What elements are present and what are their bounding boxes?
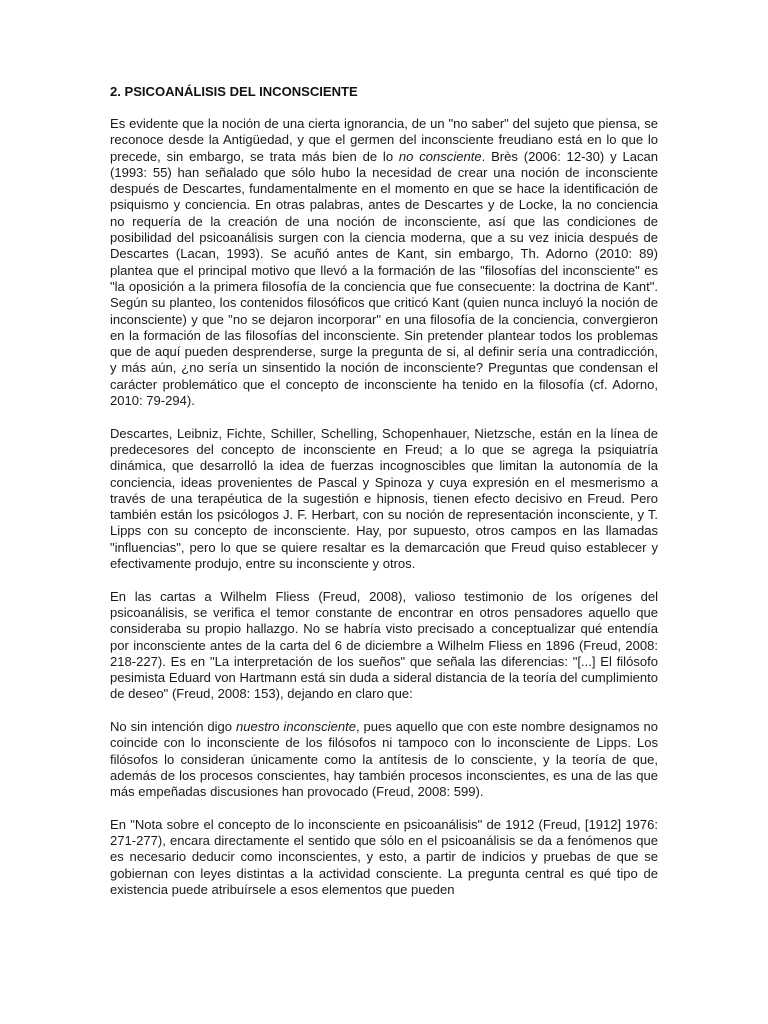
section-heading: 2. PSICOANÁLISIS DEL INCONSCIENTE <box>110 84 358 99</box>
paragraph-2: Descartes, Leibniz, Fichte, Schiller, Schelling, Schopenhauer, Nietzsche, están en la línea de predecesores del concepto de inconsciente en Freud; a lo que se agrega la psiquiatría dinámica, que desarrolló la idea de fuerzas incognoscibles que limitan la autonomía de la conciencia, ideas provenientes de Pascal y Spinoza y cuya expresión en el mesmerismo a través de una terapéutica de la sugestión e hipnosis, tienen efecto decisivo en Freud. Pero también están los psicólogos J. F. Herbart, con su noción de representación inconsciente, y T. Lipps con su concepto de inconsciente. Hay, por supuesto, otros campos en las llamadas "influencias", pero lo que se quiere resaltar es la demarcación que Freud quiso establecer y efectivamente produjo, entre su inconsciente y otros. <box>110 425 658 572</box>
block-quote <box>110 719 658 800</box>
quote-italic: nuestro inconsciente <box>235 718 356 734</box>
paragraph-1 <box>110 116 658 409</box>
paragraph-1-italic: no consciente <box>398 148 482 164</box>
paragraph-1-text-c: . Brès (2006: 12-30) y Lacan (1993: 55) han señalado que sólo hubo la necesidad de crear una noción de inconsciente después de Descartes, fundamentalmente en el momento en que se hace la identificación de psiquismo y conciencia. En otras palabras, antes de Descartes y de Locke, la no conciencia no requería de la creación de una noción de inconsciente, así que las condiciones de posibilidad del psicoanálisis surgen con la ciencia moderna, que a su vez inicia después de Descartes (Lacan, 1993). Se acuñó antes de Kant, sin embargo, Th. Adorno (2010: 89) plantea que el principal motivo que llevó a la formación de las "filosofías del inconsciente" es "la oposición a la primera filosofía de la conciencia que fue consecuente: la doctrina de Kant". Según su planteo, los contenidos filosóficos que criticó Kant (quien nunca incluyó la noción de inconsciente) y que "no se dejaron incorporar" en una filosofía de la conciencia, convergieron en la formación de las filosofías del inconsciente. Sin pretender plantear todos los problemas que de aquí pueden desprenderse, surge la pregunta de si, al definir sería una contradicción, y más aún, ¿no sería un sinsentido la noción de inconsciente? Preguntas que condensan el carácter problemático que el concepto de inconsciente ha tenido en la filosofía (cf. Adorno, 2010: 79-294). <box>110 148 658 409</box>
paragraph-1-text-a: Es evidente que la noción de una cierta ignorancia, de un "no saber" del sujeto que piensa, se reconoce desde la Antigüedad, y que el germen del inconsciente freudiano está en lo que lo precede, sin embargo, se trata más bien de lo <box>110 116 658 164</box>
document-page <box>110 84 658 915</box>
paragraph-3: En las cartas a Wilhelm Fliess (Freud, 2008), valioso testimonio de los orígenes del psicoanálisis, se verifica el temor constante de encontrar en otros pensadores aquello que consideraba su propio hallazgo. No se habría visto precisado a conceptualizar qué entendía por inconsciente antes de la carta del 6 de diciembre a Wilhelm Fliess en 1896 (Freud, 2008: 218-227). Es en "La interpretación de los sueños" que señala las diferencias: "[...] El filósofo pesimista Eduard von Hartmann está sin duda a sideral distancia de la teoría del cumplimiento de deseo" (Freud, 2008: 153), dejando en claro que: <box>110 588 658 702</box>
quote-text-c: , pues aquello que con este nombre designamos no coincide con lo inconsciente de los filósofos ni tampoco con lo inconsciente de Lipps. Los filósofos lo consideran únicamente como la antítesis de lo consciente, y la teoría de que, además de los procesos conscientes, hay también procesos inconscientes, es una de las que más empeñadas discusiones han provocado (Freud, 2008: 599). <box>110 718 658 800</box>
paragraph-5: En "Nota sobre el concepto de lo inconsciente en psicoanálisis" de 1912 (Freud, [1912] 1976: 271-277), encara directamente el sentido que sólo en el psicoanálisis se da a fenómenos que es necesario deducir como inconscientes, y esto, a partir de indicios y pruebas de que se gobiernan con leyes distintas a la actividad consciente. La pregunta central es qué tipo de existencia puede atribuírsele a esos elementos que pueden <box>110 816 658 897</box>
quote-text-a: No sin intención digo <box>110 718 236 734</box>
